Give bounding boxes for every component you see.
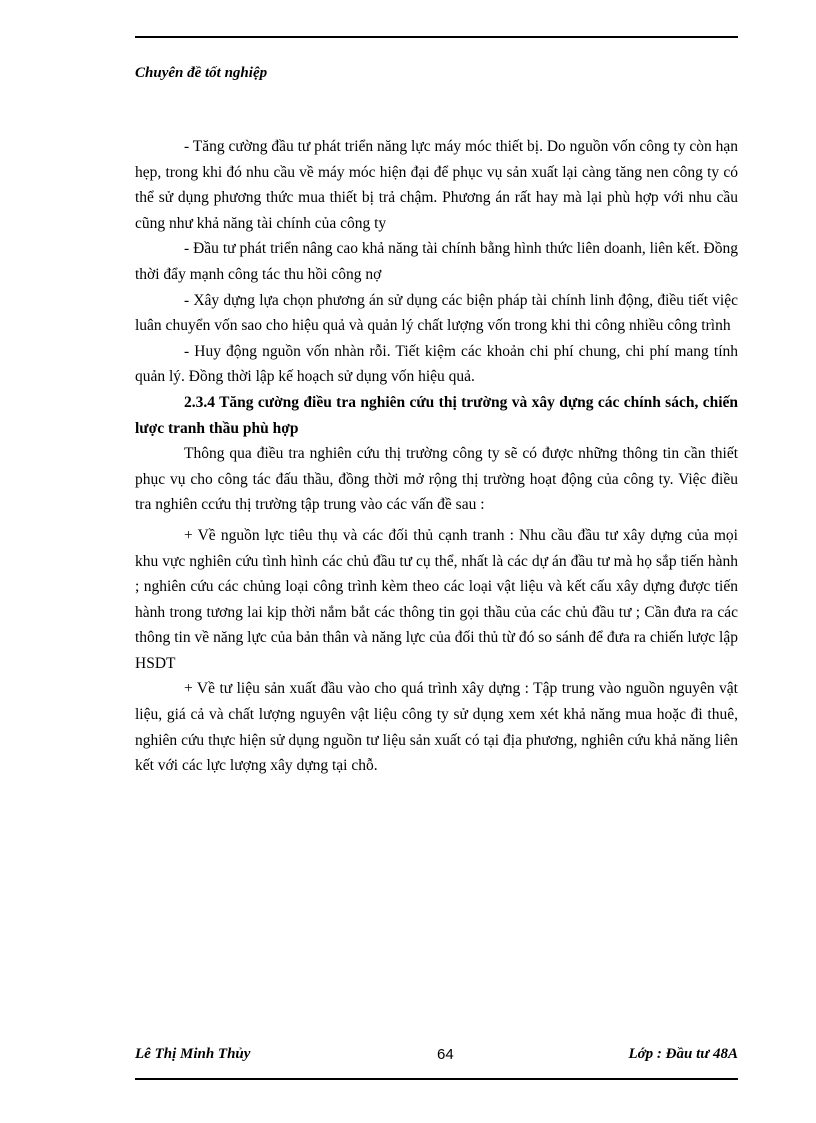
body-paragraph: + Về tư liệu sản xuất đầu vào cho quá trình xây dựng : Tập trung vào nguồn nguyên vật liệu, giá cả và chất lượng nguyên vật liệu công ty sử dụng xem xét khả năng mua hoặc đi thuê, nghiên cứu thực hiện sử dụng nguồn tư liệu sản xuất có tại địa phương, nghiên cứu khả năng liên kết với các lực lượng xây dựng tại chỗ. bbox=[135, 680, 738, 775]
section-heading: 2.3.4 Tăng cường điều tra nghiên cứu thị trường và xây dựng các chính sách, chiến lược tranh thầu phù hợp bbox=[135, 393, 738, 437]
header-rule bbox=[135, 36, 738, 38]
footer-class-label: Lớp : Đầu tư 48A bbox=[628, 1046, 738, 1062]
body-paragraph: + Về nguồn lực tiêu thụ và các đối thủ cạnh tranh : Nhu cầu đầu tư xây dựng của mọi khu vực nghiên cứu tình hình các chủ đầu tư cụ thể, nhất là các dự án đầu tư mà họ sắp tiến hành ; nghiên cứu các chủng loại công trình kèm theo các loại vật liệu và kết cấu xây dựng được tiến hành trong tương lai kịp thời nắm bắt các thông tin gọi thầu của các chủ đầu tư ; Cần đưa ra các thông tin về năng lực của bản thân và năng lực của đối thủ từ đó so sánh để đưa ra chiến lược lập HSDT bbox=[135, 526, 738, 672]
footer-rule bbox=[135, 1078, 738, 1080]
body-paragraph: - Tăng cường đầu tư phát triển năng lực máy móc thiết bị. Do nguồn vốn công ty còn hạn hẹp, trong khi đó nhu cầu về máy móc hiện đại để phục vụ sản xuất lại càng tăng nen công ty có thể sử dụng phương thức mua thiết bị trả chậm. Phương án rất hay mà lại phù hợp với nhu cầu cũng như khả năng tài chính của công ty bbox=[135, 138, 738, 232]
body-paragraph: - Huy động nguồn vốn nhàn rỗi. Tiết kiệm các khoản chi phí chung, chi phí mang tính quản lý. Đồng thời lập kế hoạch sử dụng vốn hiệu quả. bbox=[135, 342, 738, 386]
page-number: 64 bbox=[437, 1046, 454, 1063]
body-paragraph: Thông qua điều tra nghiên cứu thị trường công ty sẽ có được những thông tin cần thiết phục vụ cho công tác đấu thầu, đồng thời mở rộng thị trường hoạt động của công ty. Việc điều tra nghiên ccứu thị trường tập trung vào các vấn đề sau : bbox=[135, 445, 738, 514]
body-paragraph: - Đầu tư phát triển nâng cao khả năng tài chính bằng hình thức liên doanh, liên kết. Đồng thời đẩy mạnh công tác thu hồi công nợ bbox=[135, 240, 738, 283]
document-header-title: Chuyên đề tốt nghiệp bbox=[135, 65, 268, 81]
page-body bbox=[135, 134, 738, 779]
footer-author: Lê Thị Minh Thủy bbox=[135, 1046, 251, 1062]
body-paragraph: - Xây dựng lựa chọn phương án sử dụng các biện pháp tài chính linh động, điều tiết việc luân chuyển vốn sao cho hiệu quả và quản lý chất lượng vốn trong khi thi công nhiều công trình bbox=[135, 291, 738, 335]
